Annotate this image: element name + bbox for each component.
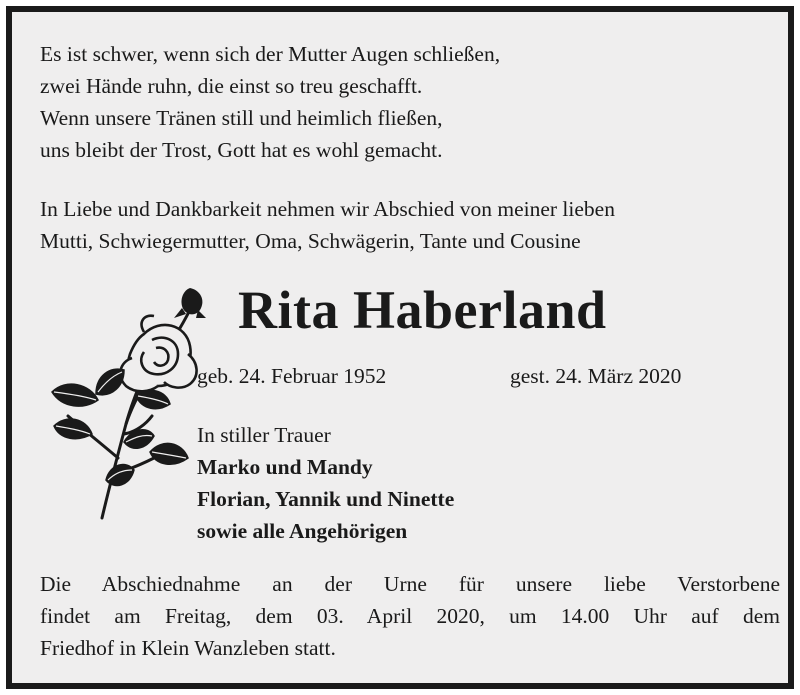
intro-line: Mutti, Schwiegermutter, Oma, Schwägerin, Tante und Cousine bbox=[40, 229, 581, 253]
poem-line: Es ist schwer, wenn sich der Mutter Augen schließen, bbox=[40, 42, 501, 66]
mourner-line: sowie alle Angehörigen bbox=[197, 519, 408, 543]
funeral-line: Friedhof in Klein Wanzleben statt. bbox=[40, 636, 336, 660]
funeral-line: Die Abschiednahme an der Urne für unsere liebe Verstorbene bbox=[40, 572, 780, 596]
poem-line: Wenn unsere Tränen still und heimlich fließen, bbox=[40, 106, 443, 130]
memorial-poem bbox=[40, 38, 500, 166]
birth-date: geb. 24. Februar 1952 bbox=[197, 364, 387, 388]
poem-line: uns bleibt der Trost, Gott hat es wohl gemacht. bbox=[40, 138, 443, 162]
intro-line: In Liebe und Dankbarkeit nehmen wir Abschied von meiner lieben bbox=[40, 197, 615, 221]
poem-line: zwei Hände ruhn, die einst so treu geschafft. bbox=[40, 74, 423, 98]
rose-icon bbox=[40, 274, 210, 524]
mourners-heading: In stiller Trauer bbox=[197, 423, 331, 447]
funeral-notice bbox=[40, 568, 780, 664]
death-date: gest. 24. März 2020 bbox=[510, 364, 682, 388]
farewell-intro bbox=[40, 193, 615, 257]
funeral-line: findet am Freitag, dem 03. April 2020, um 14.00 Uhr auf dem bbox=[40, 604, 780, 628]
mourner-line: Marko und Mandy bbox=[197, 455, 373, 479]
deceased-name: Rita Haberland bbox=[238, 280, 607, 340]
mourners-block bbox=[197, 419, 454, 547]
mourner-line: Florian, Yannik und Ninette bbox=[197, 487, 455, 511]
obituary-notice bbox=[6, 6, 794, 689]
